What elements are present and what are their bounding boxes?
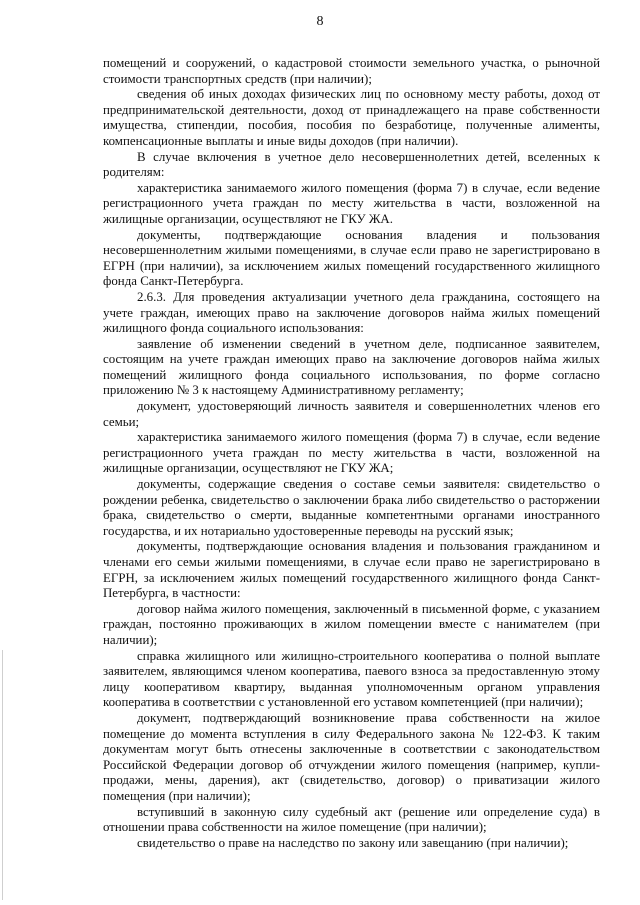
- paragraph: документы, подтверждающие основания владения и пользования гражданином и членами его семьи жилыми помещениями, в случае если право не зарегистрировано в ЕГРН, за исключением жилых помещений государственного жилищного фонда Санкт-Петербурга, в частности:: [103, 539, 600, 601]
- paragraph: договор найма жилого помещения, заключенный в письменной форме, с указанием граждан, постоянно проживающих в жилом помещении вместе с нанимателем (при наличии);: [103, 601, 600, 647]
- paragraph: документ, подтверждающий возникновение права собственности на жилое помещение до момента вступления в силу Федерального закона № 122-ФЗ. К таким документам могут быть отнесены заключенные в соответствии с законодательством Российской Федерации договор об отчуждении жилого помещения (например, купли-продажи, мены, дарения), акт (свидетельство, договор) о приватизации жилого помещения (при наличии);: [103, 710, 600, 803]
- paragraph: вступивший в законную силу судебный акт (решение или определение суда) в отношении права собственности на жилое помещение (при наличии);: [103, 804, 600, 835]
- paragraph: 2.6.3. Для проведения актуализации учетного дела гражданина, состоящего на учете граждан, имеющих право на заключение договоров найма жилых помещений жилищного фонда социального использования:: [103, 289, 600, 336]
- paragraph: документ, удостоверяющий личность заявителя и совершеннолетних членов его семьи;: [103, 399, 600, 429]
- paragraph: свидетельство о праве на наследство по закону или завещанию (при наличии);: [137, 835, 569, 850]
- paragraph: документы, содержащие сведения о составе семьи заявителя: свидетельство о рождении ребенка, свидетельство о заключении брака либо свидетельство о расторжении брака, свидетельство о смерти, выданные компетентными органами иностранного государства, и их нотариально удостоверенные переводы на русский язык;: [103, 477, 600, 538]
- scan-edge-line: [2, 650, 3, 900]
- document-body: [103, 56, 600, 851]
- paragraph: помещений и сооружений, о кадастровой стоимости земельного участка, о рыночной стоимости транспортных средств (при наличии);: [103, 56, 600, 86]
- paragraph: заявление об изменении сведений в учетном деле, подписанное заявителем, состоящим на учете граждан имеющих право на заключение договоров найма жилых помещений жилищного фонда социального использования, по форме согласно приложению № 3 к настоящему Административному регламенту;: [103, 336, 600, 398]
- paragraph: характеристика занимаемого жилого помещения (форма 7) в случае, если ведение регистрационного учета граждан по месту жительства в части, возложенной на жилищные организации, осуществляют не ГКУ ЖА.: [103, 180, 600, 226]
- paragraph: В случае включения в учетное дело несовершеннолетних детей, вселенных к родителям:: [103, 149, 600, 180]
- paragraph: справка жилищного или жилищно-строительного кооператива о полной выплате заявителем, являющимся членом кооператива, паевого взноса за предоставленную этому лицу кооперативом квартиру, выданная уполномоченным органом управления кооператива в соответствии с установленной его уставом компетенцией (при наличии);: [103, 648, 600, 710]
- page-number: 8: [316, 14, 324, 29]
- paragraph: документы, подтверждающие основания владения и пользования несовершеннолетним жилыми помещениями, в случае если право не зарегистрировано в ЕГРН (при наличии), за исключением жилых помещений государственного жилищного фонда Санкт-Петербурга.: [103, 227, 600, 289]
- paragraph: характеристика занимаемого жилого помещения (форма 7) в случае, если ведение регистрационного учета граждан по месту жительства в части, возложенной на жилищные организации, осуществляют не ГКУ ЖА;: [103, 430, 600, 476]
- paragraph: сведения об иных доходах физических лиц по основному месту работы, доход от предпринимательской деятельности, доход от принадлежащего на праве собственности имущества, стипендии, пособия, пособия по безработице, полученные алименты, компенсационные выплаты и иные виды доходов (при наличии).: [103, 87, 600, 148]
